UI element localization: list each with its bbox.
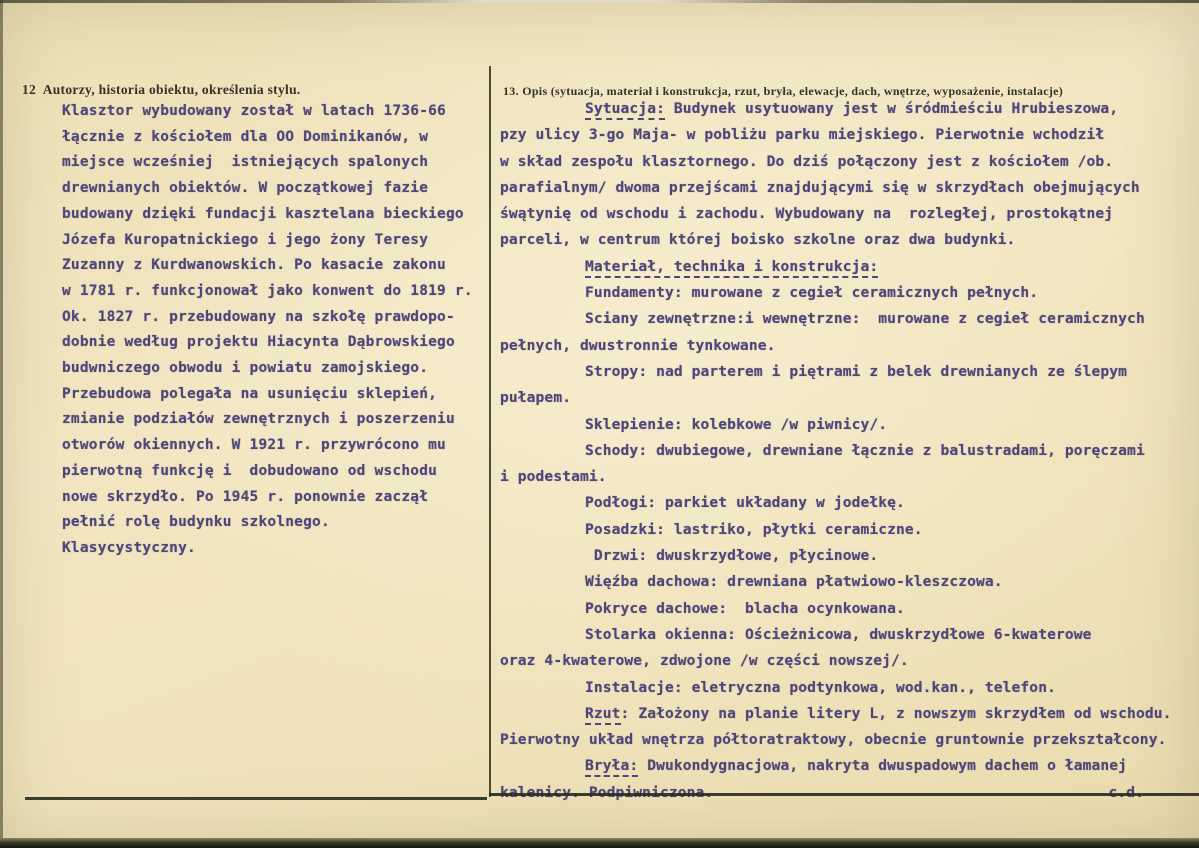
scan-bottom-edge bbox=[0, 838, 1199, 848]
text-line: Klasycystyczny. bbox=[62, 539, 196, 556]
text-line: miejsce wcześniej istniejących spalonych bbox=[62, 154, 429, 171]
text-line: pułapem. bbox=[500, 389, 572, 407]
text-line: oraz 4-kwaterowe, zdwojone /w części nowszej/. bbox=[500, 652, 909, 670]
underlined-term: Rzut bbox=[585, 705, 621, 725]
text-line: Klasztor wybudowany został w latach 1736-66 bbox=[62, 103, 446, 119]
text-line: Drzwi: dwuskrzydłowe, płycinowe. bbox=[585, 547, 879, 565]
text-line: i podestami. bbox=[500, 468, 607, 486]
text-line: w skład zespołu klasztornego. Do dziś połączony jest z kościołem /ob. bbox=[500, 152, 1114, 170]
text-line: Posadzki: lastriko, płytki ceramiczne. bbox=[585, 520, 923, 538]
text-line: pzy ulicy 3-go Maja- w pobliżu parku miejskiego. Pierwotnie wchodził bbox=[500, 126, 1105, 144]
text-line: pełnić rolę budynku szkolnego. bbox=[62, 514, 330, 531]
underlined-term: Materiał, technika i konstrukcja: bbox=[585, 258, 878, 278]
text-line: zmianie podziałów zewnętrznych i poszerzeniu bbox=[62, 411, 455, 428]
text-line: Podłogi: parkiet układany w jodełkę. bbox=[585, 494, 905, 512]
scan-top-edge bbox=[0, 0, 1199, 3]
text-line: śwątynię od wschodu i zachodu. Wybudowany na rozległej, prostokątnej bbox=[500, 205, 1114, 223]
text-line: drewnianych obiektów. W początkowej fazie bbox=[62, 180, 429, 197]
text-line: Sklepienie: kolebkowe /w piwnicy/. bbox=[585, 415, 888, 433]
text-line: otworów okiennych. W 1921 r. przywrócono mu bbox=[62, 437, 446, 454]
field-13-header: 13. Opis (sytuacja, materiał i konstrukcja, rzut, bryła, elewacje, dach, wnętrze, wyposażenie, instalacje) bbox=[503, 84, 1064, 98]
text-line: Instalacje: eletryczna podtynkowa, wod.kan., telefon. bbox=[585, 678, 1056, 696]
text-line bbox=[500, 254, 1199, 280]
text-line: pierwotną funkcję i dobudowano od wschodu bbox=[62, 462, 438, 479]
text-line: Więźba dachowa: drewniana płatwiowo-kleszczowa. bbox=[585, 573, 1003, 591]
text-line: Schody: dwubiegowe, drewniane łącznie z balustradami, poręczami bbox=[585, 441, 1145, 459]
bottom-rule-left bbox=[25, 797, 487, 800]
underlined-term: Sytuacja: bbox=[585, 100, 665, 120]
text-line: Sytuacja: Budynek usytuowany jest w śródmieściu Hrubieszowa, bbox=[500, 96, 1199, 122]
text-line: Stolarka okienna: Ościeżnicowa, dwuskrzydłowe 6-kwaterowe bbox=[585, 625, 1092, 643]
text-line: budowany dzięki fundacji kasztelana bieckiego bbox=[62, 205, 464, 222]
text-line: Przebudowa polegała na usunięciu sklepień, bbox=[62, 385, 438, 402]
bottom-rule-right bbox=[489, 793, 1199, 796]
text-line: łącznie z kościołem dla OO Dominikanów, w bbox=[62, 128, 429, 145]
text-line: parafialnym/ dwoma przejścami znajdującymi się w skrzydłach obejmujących bbox=[500, 178, 1140, 196]
text-line: Stropy: nad parterem i piętrami z belek drewnianych ze ślepym bbox=[585, 362, 1128, 380]
scan-left-edge bbox=[0, 0, 3, 840]
field-12-header: 12 Autorzy, historia obiektu, określenia stylu. bbox=[22, 82, 301, 97]
text-line: Fundamenty: murowane z cegieł ceramicznych pełnych. bbox=[585, 284, 1039, 302]
text-line: dobnie według projektu Hiacynta Dąbrowskiego bbox=[62, 334, 455, 351]
field-12-text bbox=[62, 99, 492, 562]
text-line: parceli, w centrum której boisko szkolne oraz dwa budynki. bbox=[500, 231, 1016, 249]
text-line: pełnych, dwustronnie tynkowane. bbox=[500, 336, 776, 354]
text-line: Sciany zewnętrzne:i wewnętrzne: murowane z cegieł ceramicznych bbox=[585, 310, 1145, 328]
text-line: Pierwotny układ wnętrza półtoratraktowy, obecnie gruntownie przekształcony. bbox=[500, 731, 1167, 749]
field-13-text bbox=[500, 96, 1199, 806]
text-line: Zuzanny z Kurdwanowskich. Po kasacie zakonu bbox=[62, 257, 446, 274]
text-line: budwniczego obwodu i powiatu zamojskiego. bbox=[62, 360, 429, 377]
text-line: Józefa Kuropatnickiego i jego żony Teresy bbox=[62, 231, 429, 248]
text-line: Pokryce dachowe: blacha ocynkowana. bbox=[585, 599, 905, 617]
text-line: nowe skrzydło. Po 1945 r. ponownie zaczął bbox=[62, 488, 429, 505]
text-line: Bryła: Dwukondygnacjowa, nakryta dwuspadowym dachem o łamanej bbox=[500, 753, 1199, 779]
text-line: Rzut: Założony na planie litery L, z nowszym skrzydłem od wschodu. bbox=[500, 701, 1199, 727]
text-line: w 1781 r. funkcjonował jako konwent do 1819 r. bbox=[62, 282, 473, 299]
underlined-term: Bryła: bbox=[585, 757, 638, 777]
text-line: Ok. 1827 r. przebudowany na szkołę prawdopo- bbox=[62, 308, 455, 325]
